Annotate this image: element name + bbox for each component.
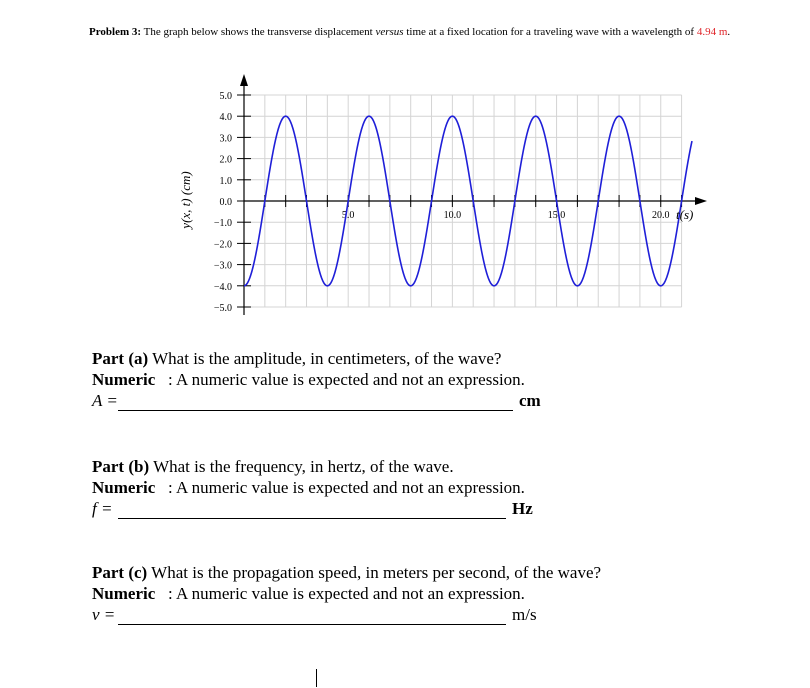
x-tick-label: 10.0 bbox=[443, 210, 462, 221]
x-axis-arrow bbox=[695, 197, 707, 205]
problem-text-end: . bbox=[727, 26, 731, 38]
part-b-question: What is the frequency, in hertz, of the wave. bbox=[153, 457, 454, 476]
part-b-answer-field[interactable] bbox=[118, 504, 506, 519]
problem-text-middle: time at a fixed location for a traveling wave with a wavelength of bbox=[406, 26, 695, 38]
y-tick-label: −5.0 bbox=[213, 303, 232, 314]
wave-chart bbox=[0, 0, 810, 340]
part-c-heading: Part (c) bbox=[92, 563, 148, 582]
y-tick-label: 0.0 bbox=[219, 197, 232, 208]
y-tick-label: 2.0 bbox=[219, 154, 232, 166]
part-a-answer-field[interactable] bbox=[118, 396, 513, 411]
part-c-answer-field[interactable] bbox=[118, 610, 506, 625]
x-tick-label: 5.0 bbox=[341, 210, 355, 221]
y-tick-label: 1.0 bbox=[219, 175, 232, 187]
y-tick-label: 5.0 bbox=[219, 91, 232, 102]
part-a-unit: cm bbox=[519, 391, 541, 410]
problem-label: Problem 3: bbox=[89, 26, 142, 38]
y-tick-label: −1.0 bbox=[213, 218, 232, 230]
x-tick-label: 20.0 bbox=[651, 210, 670, 221]
part-c-numeric-note: : A numeric value is expected and not an expression. bbox=[168, 584, 525, 603]
part-a bbox=[92, 348, 541, 411]
y-tick-label: 4.0 bbox=[219, 112, 232, 124]
part-b-variable: f = bbox=[92, 499, 113, 518]
part-c-numeric-label: Numeric bbox=[92, 584, 156, 603]
y-tick-label: −4.0 bbox=[213, 281, 232, 293]
part-b-unit: Hz bbox=[512, 499, 533, 518]
part-a-variable: A = bbox=[92, 391, 118, 410]
y-axis-arrow bbox=[240, 74, 248, 86]
y-axis-label: y(x, t) (cm) bbox=[178, 171, 193, 229]
x-tick-label: 15.0 bbox=[547, 210, 566, 221]
part-a-heading: Part (a) bbox=[92, 349, 149, 368]
part-b bbox=[92, 456, 533, 519]
chart-ticks bbox=[214, 91, 682, 314]
y-tick-label: −3.0 bbox=[213, 260, 232, 272]
part-a-numeric-label: Numeric bbox=[92, 370, 156, 389]
part-c bbox=[92, 562, 601, 625]
text-cursor bbox=[316, 669, 317, 687]
problem-text-italic: versus bbox=[375, 26, 404, 38]
x-axis-label: t(s) bbox=[676, 207, 694, 222]
part-a-numeric-note: : A numeric value is expected and not an expression. bbox=[168, 370, 525, 389]
problem-text-before: The graph below shows the transverse displacement bbox=[143, 26, 373, 38]
wavelength-value: 4.94 m bbox=[696, 26, 728, 38]
part-c-unit: m/s bbox=[512, 605, 537, 624]
y-tick-label: −2.0 bbox=[213, 239, 232, 251]
part-b-numeric-note: : A numeric value is expected and not an expression. bbox=[168, 478, 525, 497]
part-a-question: What is the amplitude, in centimeters, of the wave? bbox=[152, 349, 502, 368]
part-c-question: What is the propagation speed, in meters per second, of the wave? bbox=[151, 563, 602, 582]
y-tick-label: 3.0 bbox=[219, 133, 232, 145]
part-c-variable: v = bbox=[92, 605, 116, 624]
part-b-heading: Part (b) bbox=[92, 457, 150, 476]
part-b-numeric-label: Numeric bbox=[92, 478, 156, 497]
